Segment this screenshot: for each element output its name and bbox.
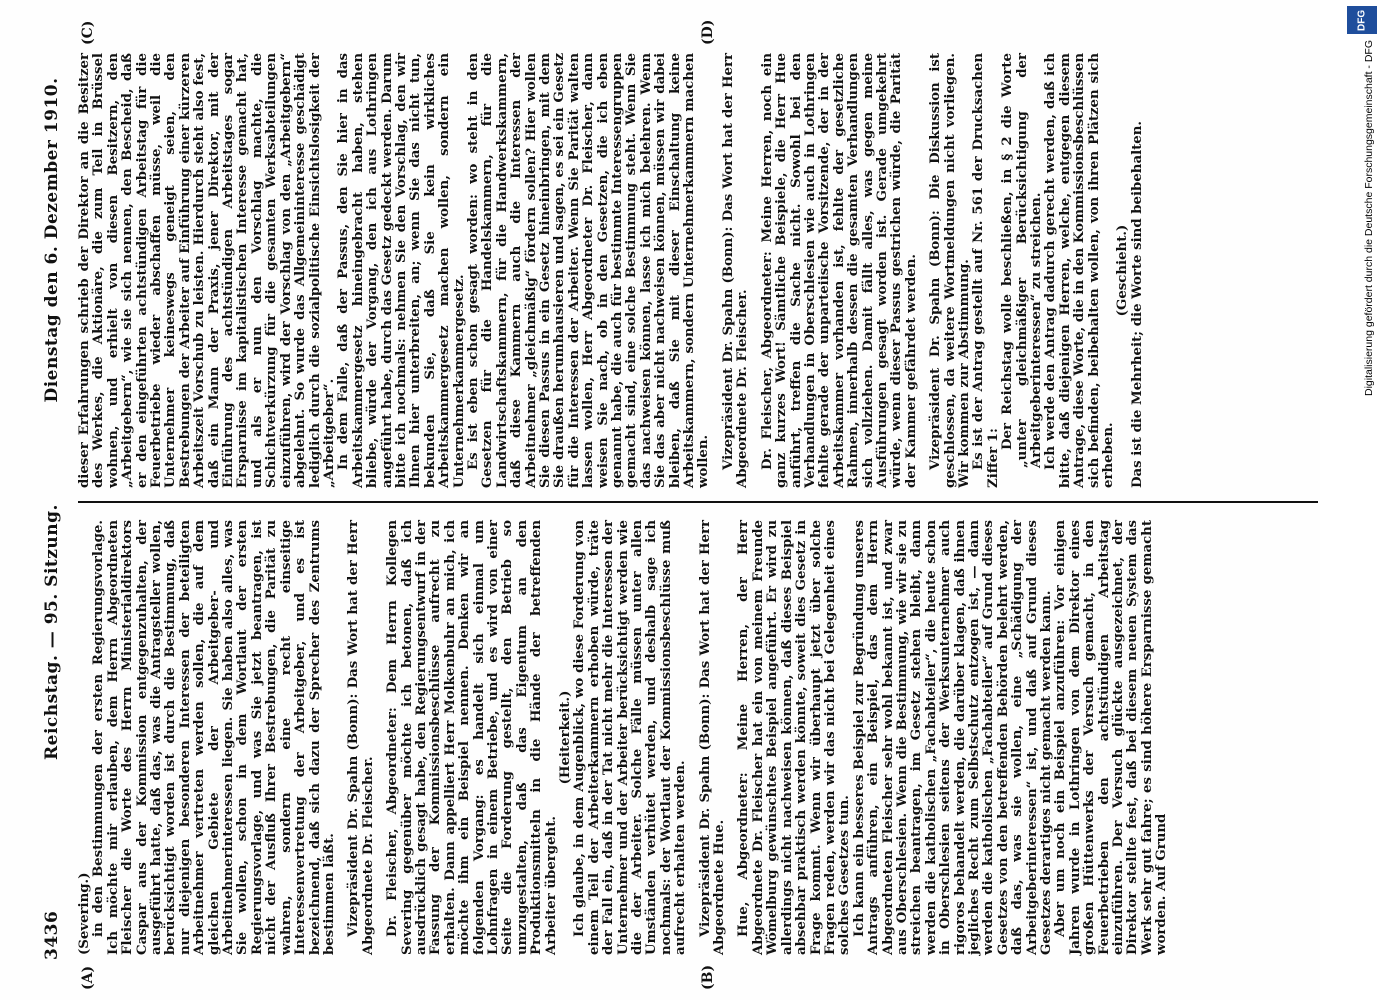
dfg-logo: DFG	[1347, 6, 1377, 34]
paragraph: Es ist der Antrag gestellt auf Nr. 561 der Drucksachen Ziffer 1:	[971, 53, 1001, 488]
left-column	[78, 520, 1170, 955]
column-divider	[78, 501, 1318, 503]
margin-marker-c: (C)	[80, 20, 96, 45]
digitization-credit: Digitalisierung gefördert durch die Deutsche Forschungsgemeinschaft - DFG	[1363, 40, 1375, 397]
paragraph: dieser Erfahrungen schrieb der Direktor an die Besitzer des Werkes, die Aktionäre, die zum Teil in Brüssel wohnen, und erhielt von diesen Besitzern, den „Arbeitgebern“, wie sie sich nennen, den Bescheid, daß er den eingeführten achtstündigen Arbeitstag für die Feuerbetriebe wieder abschaffen müsse, weil die Unternehmer keineswegs geneigt seien, den Bestrebungen der Arbeiter auf Einführung einer kürzeren Arbeitszeit Vorschub zu leisten. Hierdurch steht also fest, daß ein Mann der Praxis, jener Direktor, mit der Einführung des achtstündigen Arbeitstages sogar Ersparnisse im kapitalistischen Interesse gemacht hat, und als er nun den Vorschlag machte, die Schichtverkürzung für die gesamten Werksabteilungen einzuführen, wird der Vorschlag von den „Arbeitgebern“ abgelehnt. So wurde das Allgemeininteresse geschädigt lediglich durch die sozialpolitische Einsichtslosigkeit der „Arbeitgeber“.	[77, 53, 337, 488]
interjection: (Heiterkeit.)	[558, 690, 573, 785]
paragraph: Das ist die Mehrheit; die Worte sind beibehalten.	[1129, 120, 1145, 488]
right-column	[78, 53, 1145, 488]
paragraph: Vizepräsident Dr. Spahn (Bonn): Das Wort hat der Herr Abgeordnete Dr. Fleischer.	[346, 520, 376, 955]
paragraph: Aber um noch ein Beispiel anzuführen: Vor einigen Jahren wurde in Lothringen von dem Direktor eines großen Hüttenwerks der Versuch gemacht, in den Feuerbetrieben den achtstündigen Arbeitstag einzuführen. Der Versuch glückte ausgezeichnet, der Direktor stellte fest, daß bei diesem neuen System das Werk sehr gut fahre; es sind höhere Ersparnisse gemacht worden. Auf Grund	[1053, 520, 1170, 955]
margin-marker-b: (B)	[700, 964, 716, 990]
paragraph: Dr. Fleischer, Abgeordneter: Meine Herren, noch ein ganz kurzes Wort! Sämtliche Beispiele, die Herr Hue anführt, treffen die Sache nicht. Sowohl bei den Verhandlungen in Oberschlesien wie auch in Lothringen fehlte gerade der unparteiische Vorsitzende, der in der Arbeitskammer vorhanden ist, fehlte der gesetzliche Rahmen, innerhalb dessen die gesamten Verhandlungen sich vollziehen. Damit fällt alles, was gegen meine Ausführungen gesagt worden ist. Gerade umgekehrt würde, wenn dieser Passus gestrichen würde, die Parität der Kammer gefährdet werden.	[759, 53, 919, 488]
paragraph: In dem Falle, daß der Passus, den Sie hier in das Arbeitskammergesetz hineingebracht haben, stehen bliebe, würde der Vorgang, den ich aus Lothringen angeführt habe, durch das Gesetz gedeckt werden. Darum bitte ich nochmals: nehmen Sie den Vorschlag, den wir Ihnen hier unterbreiten, an; wenn Sie das nicht tun, bekunden Sie, daß Sie kein wirkliches Arbeitskammergesetz machen wollen, sondern ein Unternehmerkammergesetz.	[336, 53, 467, 488]
paragraph: Ich kann ein besseres Beispiel zur Begründung unseres Antrags anführen, ein Beispiel, das dem Herrn Abgeordneten Fleischer sehr wohl bekannt ist, und zwar aus Oberschlesien. Wenn die Bestimmung, wie wir sie zu streichen beantragen, im Gesetz stehen bleibt, dann werden die katholischen „Fachabteiler“, die heute schon in Oberschlesien seitens der Werksunternehmer auch rigoros behandelt werden, die darüber klagen, daß ihnen jegliches Recht zum Selbstschutz entzogen ist, — dann werden die katholischen „Fachabteiler“ auf Grund dieses Gesetzes von den betreffenden Behörden belehrt werden, daß das, was sie wollen, eine „Schädigung der Arbeitgeberinteressen“ ist, und daß auf Grund dieses Gesetzes derartiges nicht gemacht werden kann.	[851, 520, 1054, 955]
margin-marker-a: (A)	[80, 965, 96, 990]
speaker-continuation: (Severing.)	[77, 872, 92, 955]
paragraph: Ich glaube, in dem Augenblick, wo diese Forderung von einem Teil der Arbeiterkammern erhoben würde, träte der Fall ein, daß in der Tat nicht mehr die Interessen der Unternehmer und der Arbeiter berücksichtigt werden wie die der Arbeiter. Solche Fälle müssen unter allen Umständen verhütet werden, und deshalb sage ich nochmals: der Wortlaut der Kommissionsbeschlüsse muß aufrecht erhalten werden.	[572, 520, 689, 955]
page-header	[42, 50, 68, 960]
interjection: (Geschieht.)	[1115, 224, 1131, 317]
date-title: Dienstag den 6. Dezember 1910.	[42, 77, 62, 403]
paragraph: Dr. Fleischer, Abgeordneter: Dem Herrn Kollegen Severing gegenüber möchte ich betonen, daß ich ausdrücklich gesagt habe, den Regierungsentwurf in der Fassung der Kommissionsbeschlüsse aufrecht zu erhalten. Dann appelliert Herr Molkenbuhr an mich, ich möchte ihm ein Beispiel nennen. Denken wir an folgenden Vorgang: es handelt sich einmal um Lohnfragen in einem Betriebe, und es wird von einer Seite die Forderung gestellt, den Betrieb so umzugestalten, daß das Eigentum an den Produktionsmitteln in die Hände der betreffenden Arbeiter übergeht.	[385, 520, 559, 955]
paragraph: Es ist eben schon gesagt worden: wo steht in den Gesetzen für die Handelskammern, für die Landwirtschaftskammern, für die Handwerkskammern, daß diese Kammern auch die Interessen der Arbeitnehmer „gleichmäßig“ fördern sollen? Hier wollen Sie diesen Passus in ein Gesetz hineinbringen, mit dem Sie draußen herumhausieren und sagen, es sei ein Gesetz für die Interessen der Arbeiter. Wenn Sie Parität walten lassen wollen, Herr Abgeordneter Dr. Fleischer, dann weisen Sie nach, ob in den Gesetzen, die ich eben genannt habe, die auch für bestimmte Interessengruppen gemacht sind, eine solche Bestimmung steht. Wenn Sie das nachweisen können, lasse ich mich belehren. Wenn Sie das aber nicht nachweisen können, müssen wir dabei bleiben, daß Sie mit dieser Einschaltung keine Arbeitskammern, sondern Unternehmerkammern machen wollen.	[465, 53, 712, 488]
margin-marker-d: (D)	[700, 19, 716, 45]
motion-text: Der Reichstag wolle beschließen, in § 2 die Worte „unter gleichmäßiger Berücksichtigung der Arbeitgeberinteressen“ zu streichen.	[1000, 53, 1044, 468]
paragraph: Vizepräsident Dr. Spahn (Bonn): Die Diskussion ist geschlossen, da weitere Wortmeldungen nicht vorliegen. Wir kommen zur Abstimmung.	[928, 53, 972, 488]
paragraph: Hue, Abgeordneter: Meine Herren, der Herr Abgeordnete Dr. Fleischer hat ein von meinem Freunde Wömelburg gewünschtes Beispiel angeführt. Er wird zu allerdings nicht nachweisen können, daß dieses Beispiel absehbar praktisch werden könnte, soweit dies Gesetz in Frage kommt. Wenn wir überhaupt jetzt über solche Fragen reden, werden wir das nicht bei Gelegenheit eines solches Gesetzes tun.	[736, 520, 853, 955]
session-title: Reichstag. — 95. Sitzung.	[42, 504, 62, 760]
paragraph: Vizepräsident Dr. Spahn (Bonn): Das Wort hat der Herr Abgeordnete Dr. Fleischer.	[720, 53, 751, 488]
paragraph: in den Bestimmungen der ersten Regierungsvorlage. Ich möchte mir erlauben, dem Herrn Abgeordneten Fleischer die Worte des Herrn Ministerialdirektors Caspar aus der Kommission entgegenzuhalten, der ausgeführt hatte, daß das, was die Antragsteller wollen, berücksichtigt worden ist durch die Bestimmung, daß nur diejenigen besonderen Interessen der beteiligten Arbeitnehmer vertreten werden sollen, die auf dem gleichen Gebiete der Arbeitgeber- und Arbeitnehmerinteressen liegen. Sie haben also alles, was Sie wollen, schon in dem Wortlaut der ersten Regierungsvorlage, und was Sie jetzt beantragen, ist nicht der Ausfluß Ihrer Bestrebungen, die Parität zu wahren, sondern eine recht einseitige Interessenvertretung der Arbeitgeber, und es ist bezeichnend, daß sich dazu der Sprecher des Zentrums bestimmen läßt.	[91, 520, 337, 955]
page-number: 3436	[42, 910, 62, 960]
paragraph: Vizepräsident Dr. Spahn (Bonn): Das Wort hat der Herr Abgeordnete Hue.	[697, 520, 728, 955]
paragraph: Ich werde den Antrag dadurch gerecht werden, daß ich bitte, daß diejenigen Herren, welche, entgegen diesem Antrage, diese Worte, die in den Kommissionsbeschlüssen sich befinden, beibehalten wollen, von ihren Plätzen sich erheben.	[1043, 53, 1117, 488]
